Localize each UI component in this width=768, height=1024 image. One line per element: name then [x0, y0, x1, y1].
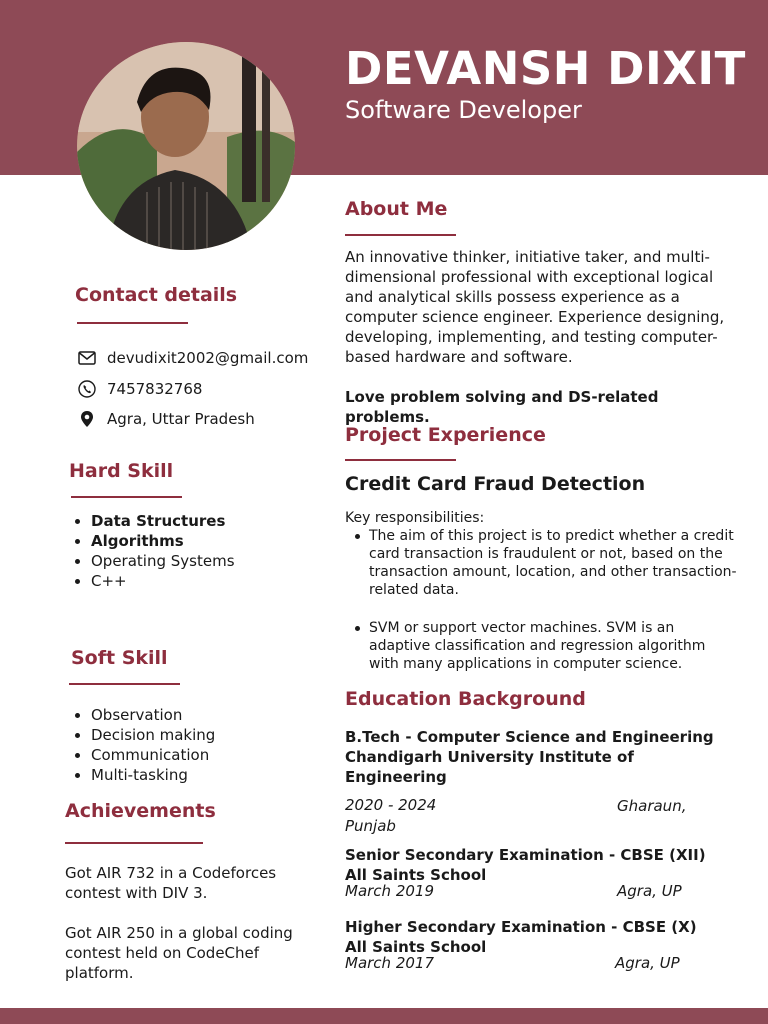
responsibility-list	[369, 619, 739, 673]
list-item: SVM or support vector machines. SVM is an adaptive classification and regression algorithm with many applications in computer science.	[369, 619, 739, 673]
profile-photo	[77, 42, 295, 250]
candidate-title: Software Developer	[345, 96, 582, 124]
education-school: All Saints School	[345, 938, 487, 956]
footer-band	[0, 1008, 768, 1024]
responsibilities-label: Key responsibilities:	[345, 510, 485, 526]
candidate-name: DEVANSH DIXIT	[345, 42, 746, 95]
project-heading: Project Experience	[345, 424, 546, 446]
mail-icon	[77, 348, 97, 368]
about-body: An innovative thinker, initiative taker, and multi-dimensional professional with exceptional logical and analytical skills possess experience as a computer science engineer. Experience designing, developing, implementing, and testing computer-based hardware and software.	[345, 248, 725, 366]
responsibility-list	[369, 527, 739, 599]
list-item: Communication	[91, 745, 215, 765]
achievement-item: Got AIR 250 in a global coding contest held on CodeChef platform.	[65, 924, 293, 982]
project-divider	[345, 459, 456, 461]
contact-email[interactable]	[77, 347, 308, 369]
contact-phone[interactable]	[77, 378, 202, 400]
list-item: The aim of this project is to predict whether a credit card transaction is fraudulent or not, based on the transaction amount, location, and other transaction-related data.	[369, 527, 739, 599]
list-item: Operating Systems	[91, 552, 235, 570]
location-text: Agra, Uttar Pradesh	[107, 410, 255, 428]
education-dates: 2020 - 2024	[345, 796, 437, 814]
education-place: Gharaun, Punjab	[345, 797, 687, 835]
education-heading: Education Background	[345, 688, 586, 710]
education-degree: B.Tech - Computer Science and Engineering	[345, 728, 714, 746]
about-highlight: Love problem solving and DS-related problems.	[345, 388, 659, 426]
hard-skill-list	[91, 511, 235, 591]
contact-divider	[77, 322, 188, 324]
list-item: Data Structures	[91, 511, 235, 531]
phone-icon	[77, 379, 97, 399]
achievements-heading: Achievements	[65, 800, 216, 822]
soft-skill-heading: Soft Skill	[71, 647, 168, 669]
about-heading: About Me	[345, 198, 448, 220]
education-school: Chandigarh University Institute of Engineering	[345, 748, 634, 786]
education-place: Agra, UP	[615, 954, 680, 972]
soft-skill-divider	[69, 683, 180, 685]
achievements-divider	[65, 842, 203, 844]
project-title: Credit Card Fraud Detection	[345, 473, 646, 495]
education-degree: Senior Secondary Examination - CBSE (XII)	[345, 846, 706, 864]
education-place: Agra, UP	[617, 882, 682, 900]
list-item: C++	[91, 571, 235, 591]
contact-heading: Contact details	[75, 284, 238, 306]
education-dates: March 2017	[345, 954, 434, 972]
location-pin-icon	[77, 409, 97, 429]
list-item: Observation	[91, 705, 215, 725]
list-item: Multi-tasking	[91, 765, 215, 785]
about-divider	[345, 234, 456, 236]
hard-skill-heading: Hard Skill	[69, 460, 174, 482]
phone-text: 7457832768	[107, 380, 203, 398]
hard-skill-divider	[71, 496, 182, 498]
contact-location	[77, 408, 255, 430]
education-school: All Saints School	[345, 866, 487, 884]
achievement-item: Got AIR 732 in a Codeforces contest with DIV 3.	[65, 864, 277, 902]
list-item: Algorithms	[91, 531, 235, 551]
soft-skill-list	[91, 705, 215, 785]
list-item: Decision making	[91, 726, 216, 744]
education-dates: March 2019	[345, 882, 434, 900]
education-degree: Higher Secondary Examination - CBSE (X)	[345, 918, 697, 936]
email-text: devudixit2002@gmail.com	[107, 349, 309, 367]
